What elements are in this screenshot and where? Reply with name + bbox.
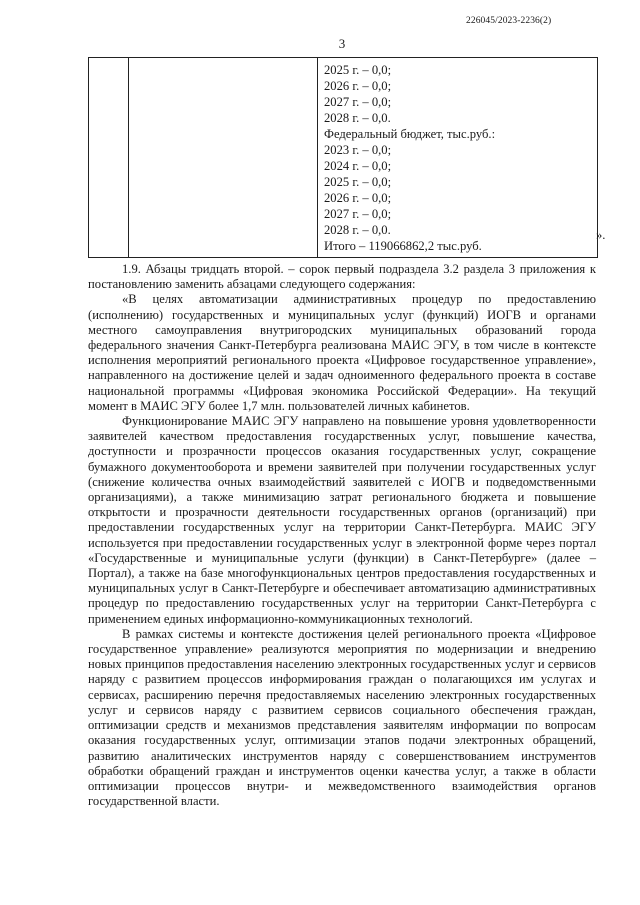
table-row bbox=[89, 58, 598, 258]
paragraph-amendment: 1.9. Абзацы тридцать второй. – сорок первый подраздела 3.2 раздела 3 приложения к постановлению заменить абзацами следующего содержания: bbox=[88, 262, 596, 292]
document-code: 226045/2023-2236(2) bbox=[466, 16, 552, 26]
financing-line: 2027 г. – 0,0; bbox=[324, 207, 392, 221]
financing-line: Федеральный бюджет, тыс.руб.: bbox=[324, 127, 496, 141]
document-body bbox=[88, 262, 596, 809]
table-cell-empty-1 bbox=[89, 58, 129, 258]
closing-quote: ». bbox=[596, 228, 606, 242]
financing-line: 2026 г. – 0,0; bbox=[324, 79, 392, 93]
paragraph-digital-government: В рамках системы и контексте достижения целей регионального проекта «Цифровое государственное управление» реализуются мероприятия по модернизации и внедрению новых принципов предоставления населению электронных государственных услуг и сервисов наряду с развитием процессов информирования граждан о полагающихся им услугах и сервисах, расширению перечня предоставляемых населению электронных государственных услуг и сервисов наряду с развитием сервисов социального обеспечения граждан, оптимизации средств и механизмов представления заявителям информации по вопросам оказания государственных услуг, оптимизации этапов подачи электронных обращений, развитию аналитических инструментов наряду с совершенствованием инструментов обработки обращений граждан и инструментов оценки качества услуг, а также в области оптимизации процессов внутри- и межведомственного взаимодействия органов государственной власти. bbox=[88, 626, 596, 809]
financing-line: 2025 г. – 0,0; bbox=[324, 63, 392, 77]
financing-line: 2025 г. – 0,0; bbox=[324, 175, 392, 189]
table-cell-empty-2 bbox=[129, 58, 318, 258]
financing-table bbox=[88, 57, 598, 258]
table-cell-financing bbox=[318, 58, 598, 258]
financing-total: Итого – 119066862,2 тыс.руб. bbox=[324, 239, 482, 253]
financing-line: 2028 г. – 0,0. bbox=[324, 223, 391, 237]
page-number: 3 bbox=[338, 36, 346, 51]
financing-line: 2026 г. – 0,0; bbox=[324, 191, 392, 205]
paragraph-maiz-egu-function: Функционирование МАИС ЭГУ направлено на повышение уровня удовлетворенности заявителей качеством предоставления государственных услуг, повышение качества, доступности и прозрачности процессов оказания государственных услуг, сокращение бумажного документооборота и времени заявителей при получении государственных услуг (снижение количества очных взаимодействий заявителей с ИОГВ и подведомственными организациями), а также минимизацию затрат регионального бюджета и повышение открытости и прозрачности деятельности государственных органов (организаций) при предоставлении государственных услуг на территории Санкт-Петербурга. МАИС ЭГУ используется при предоставлении государственных услуг в электронной форме через портал «Государственные и муниципальные услуги (функции) в Санкт-Петербурге» (далее – Портал), а также на базе многофункциональных центров предоставления государственных и муниципальных услуг в Санкт-Петербурге и обеспечивает автоматизацию административных процедур по предоставлению государственных услуг на территории Санкт-Петербурга с применением единых информационно-коммуникационных технологий. bbox=[88, 414, 596, 626]
financing-line: 2024 г. – 0,0; bbox=[324, 159, 392, 173]
financing-line: 2027 г. – 0,0; bbox=[324, 95, 392, 109]
financing-line: 2028 г. – 0,0. bbox=[324, 111, 391, 125]
financing-line: 2023 г. – 0,0; bbox=[324, 143, 392, 157]
paragraph-maiz-egu-intro: «В целях автоматизации административных процедур по предоставлению (исполнению) государственных и муниципальных услуг (функций) ИОГВ и органами местного самоуправления внутригородских муниципальных образований города федерального значения Санкт-Петербурга реализована МАИС ЭГУ, в том числе в контексте исполнения мероприятий регионального проекта «Цифровое государственное управление», направленного на достижение целей и задач одноименного федерального проекта в составе национальной программы «Цифровая экономика Российской Федерации». На текущий момент в МАИС ЭГУ более 1,7 млн. пользователей личных кабинетов. bbox=[88, 292, 596, 413]
